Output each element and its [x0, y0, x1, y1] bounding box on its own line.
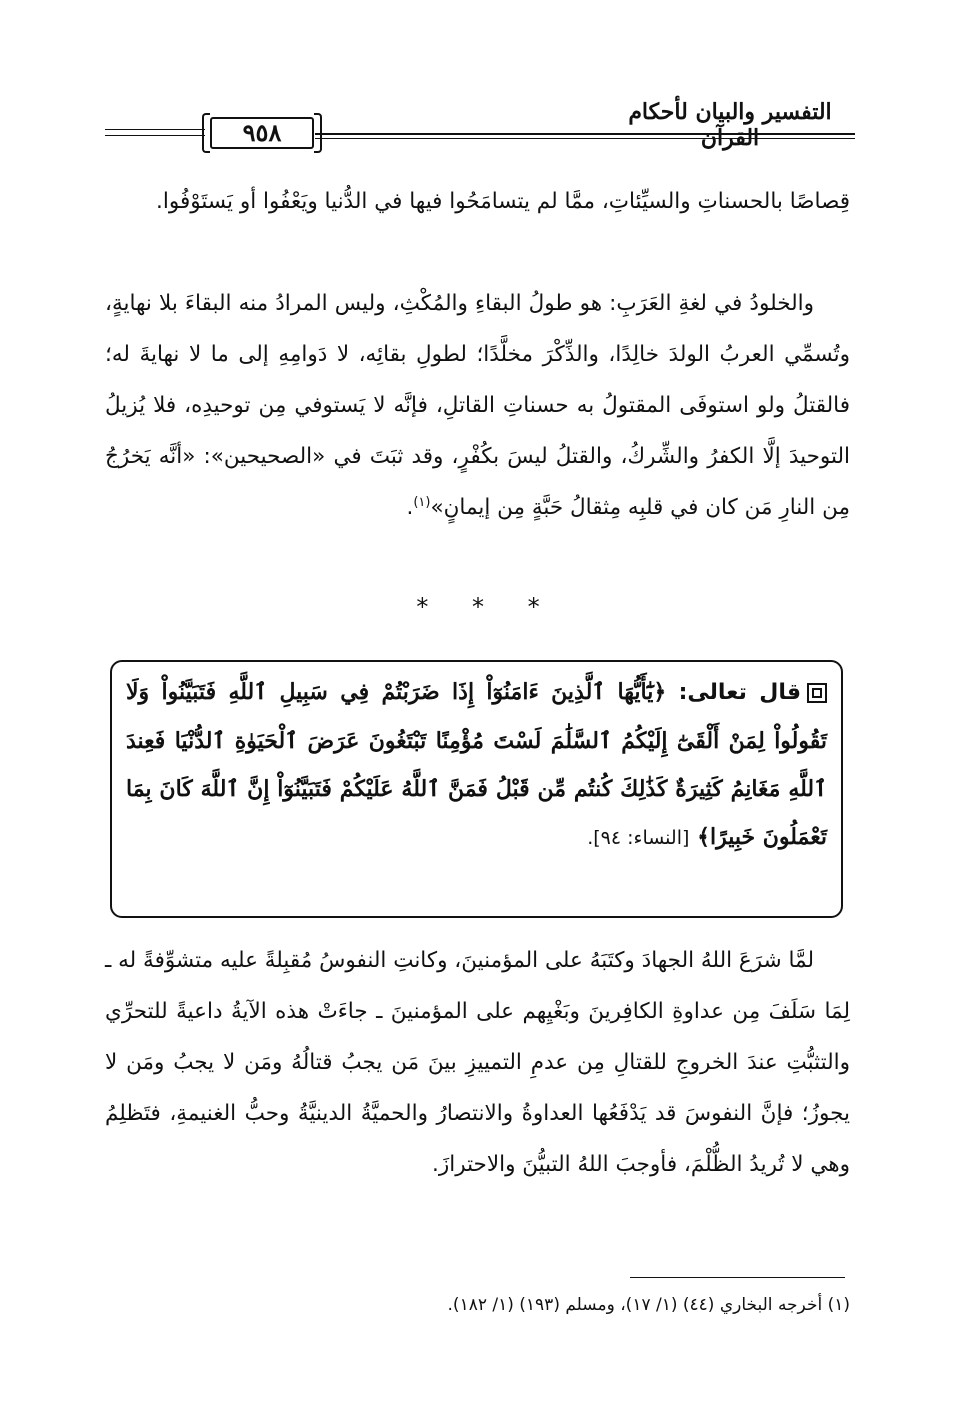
running-title: التفسير والبيان لأحكام القرآن — [628, 99, 832, 151]
verse-content — [126, 668, 827, 862]
paragraph-commentary — [105, 935, 850, 1190]
verse-box — [110, 660, 843, 918]
header-rule-top — [315, 133, 855, 135]
page-header — [105, 95, 855, 165]
verse-intro: قال تعالى: — [678, 680, 801, 705]
paragraph-khulud — [105, 278, 850, 533]
section-separator: * * * — [416, 593, 558, 621]
footnote: (١) أخرجه البخاري (٤٤) (١/ ١٧)، ومسلم (١٩٣) (١/ ١٨٢). — [447, 1295, 850, 1315]
paragraph-1: قِصاصًا بالحسناتِ والسيِّئاتِ، ممَّا لم يتسامَحُوا فيها في الدُّنيا ويَعْفُوا أو يَستَوْفُوا. — [156, 189, 850, 214]
footnote-marker: (١) — [413, 494, 431, 510]
verse-marker-icon — [807, 683, 827, 703]
paragraph-3: لمَّا شرَعَ اللهُ الجهادَ وكتَبَهُ على المؤمنينَ، وكانتِ النفوسُ مُقبِلةً عليه متشوِّفةً له ـ لِمَا سَلَفَ مِن عداوةِ الكافِرينَ وبَغْيِهم على المؤمنينَ ـ جاءَتْ هذه الآيةُ داعيةً للتحرِّي والتثبُّتِ عندَ الخروجِ للقتالِ مِن عدمِ التمييزِ بينَ مَن يجبُ قتالُهُ ومَن لا يجبُ ومَن لا يجوزُ؛ فإنَّ النفوسَ قد يَدْفَعُها العداوةُ والانتصارُ والحميَّةُ الدينيَّةُ وحبُّ الغنيمةِ، فتَظلِمُ وهي لا تُريدُ الظُّلْمَ، فأوجبَ اللهُ التبيُّنَ والاحترازَ. — [105, 948, 850, 1177]
page-number: ٩٥٨ — [210, 117, 314, 149]
paragraph-2-end: . — [406, 495, 414, 520]
header-rule-bottom — [315, 138, 855, 139]
header-rule-left — [105, 129, 205, 141]
verse-reference: [النساء: ٩٤]. — [587, 827, 690, 849]
verse-text: ﴿يَٰٓأَيُّهَا ٱلَّذِينَ ءَامَنُوٓاْ إِذَا ضَرَبْتُمْ فِي سَبِيلِ ٱللَّهِ فَتَبَيَّنُواْ وَلَا تَقُولُواْ لِمَنْ أَلْقَىٰٓ إِلَيْكُمُ ٱلسَّلَٰمَ لَسْتَ مُؤْمِنًا تَبْتَغُونَ عَرَضَ ٱلْحَيَوٰةِ ٱلدُّنْيَا فَعِندَ ٱللَّهِ مَغَانِمُ كَثِيرَةٌ كَذَٰلِكَ كُنتُم مِّن قَبْلُ فَمَنَّ ٱللَّهُ عَلَيْكُمْ فَتَبَيَّنُوٓاْ إِنَّ ٱللَّهَ كَانَ بِمَا تَعْمَلُونَ خَبِيرًا﴾ — [126, 679, 827, 850]
paragraph-intro — [105, 176, 850, 227]
paragraph-2-text: والخلودُ في لغةِ العَرَبِ: هو طولُ البقاءِ والمُكْثِ، وليس المرادُ منه البقاءَ بلا نهايةٍ، وتُسمِّي العربُ الولدَ خالِدًا، والذِّكْرَ مخلَّدًا؛ لطولِ بقائِه، لا دَوامِهِ إلى ما لا نهايةَ له؛ فالقتلُ ولو استوفَى المقتولُ به حسناتِ القاتلِ، فإنَّه لا يَستوفي مِن توحيدِه، فلا يُزيلُ التوحيدَ إلَّا الكفرُ والشِّركُ، والقتلُ ليسَ بكُفْرٍ، وقد ثبَتَ في «الصحيحين»: «أنَّه يَخرُجُ مِن النارِ مَن كان في قلبِه مِثقالُ حَبَّةٍ مِن إيمانٍ» — [105, 291, 850, 520]
verse-paragraph — [126, 668, 827, 862]
footnote-rule — [630, 1277, 845, 1278]
paragraph-2 — [105, 278, 850, 533]
